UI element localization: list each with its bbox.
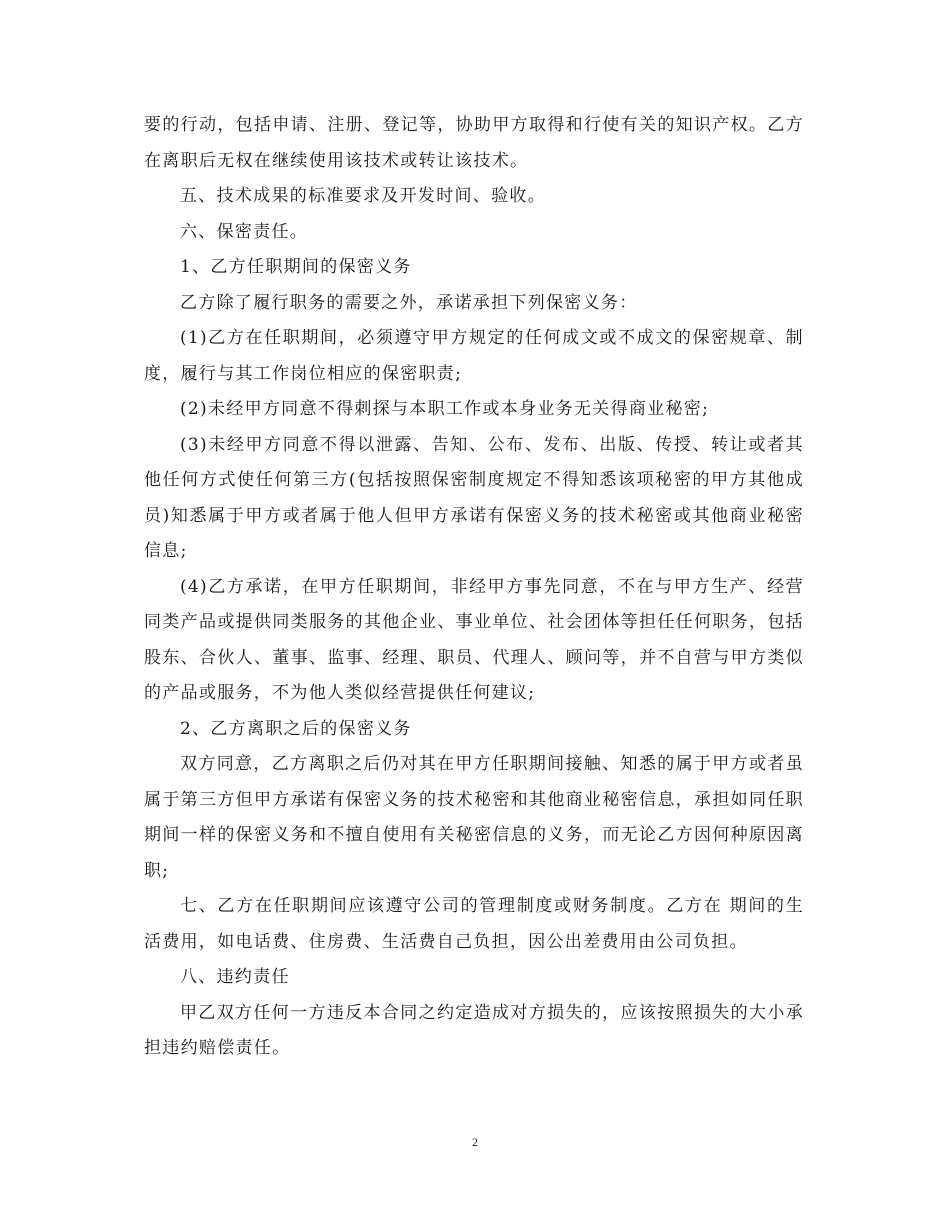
paragraph: 甲乙双方任何一方违反本合同之约定造成对方损失的，应该按照损失的大小承担违约赔偿责任。: [144, 1002, 804, 1058]
subsection-heading: 1、乙方任职期间的保密义务: [180, 257, 412, 277]
list-item: (1)乙方在任职期间，必须遵守甲方规定的任何成文或不成文的保密规章、制度，履行与其工作岗位相应的保密职责;: [144, 328, 804, 384]
paragraph: 双方同意，乙方离职之后仍对其在甲方任职期间接触、知悉的属于甲方或者虽属于第三方但甲方承诺有保密义务的技术秘密和其他商业秘密信息，承担如同任职期间一样的保密义务和不擅自使用有关秘密信息的义务，而无论乙方因何种原因离职;: [144, 754, 804, 881]
list-item: (2)未经甲方同意不得刺探与本职工作或本身业务无关得商业秘密;: [180, 399, 710, 419]
subsection-heading: 2、乙方离职之后的保密义务: [180, 718, 412, 739]
list-item: (4)乙方承诺，在甲方任职期间，非经甲方事先同意，不在与甲方生产、经营同类产品或提供同类服务的其他企业、事业单位、社会团体等担任任何职务，包括股东、合伙人、董事、监事、经理、职员、代理人、顾问等，并不自营与甲方类似的产品或服务，不为他人类似经营提供任何建议;: [144, 576, 804, 703]
section-heading: 八、违约责任: [180, 967, 290, 987]
document-body: [144, 108, 804, 1067]
section-heading: 六、保密责任。: [180, 221, 309, 242]
paragraph: 乙方除了履行职务的需要之外，承诺承担下列保密义务：: [180, 292, 638, 313]
page-number: 2: [472, 1135, 478, 1149]
paragraph: 七、乙方在任职期间应该遵守公司的管理制度或财务制度。乙方在 期间的生活费用，如电话费、住房费、生活费自己负担，因公出差费用由公司负担。: [144, 896, 804, 952]
paragraph: 五、技术成果的标准要求及开发时间、验收。: [180, 186, 546, 206]
list-item: (3)未经甲方同意不得以泄露、告知、公布、发布、出版、传授、转让或者其他任何方式使任何第三方(包括按照保密制度规定不得知悉该项秘密的甲方其他成员)知悉属于甲方或者属于他人但甲方承诺有保密义务的技术秘密或其他商业秘密信息;: [144, 434, 804, 561]
paragraph: 要的行动，包括申请、注册、登记等，协助甲方取得和行使有关的知识产权。乙方在离职后无权在继续使用该技术或转让该技术。: [144, 115, 804, 171]
